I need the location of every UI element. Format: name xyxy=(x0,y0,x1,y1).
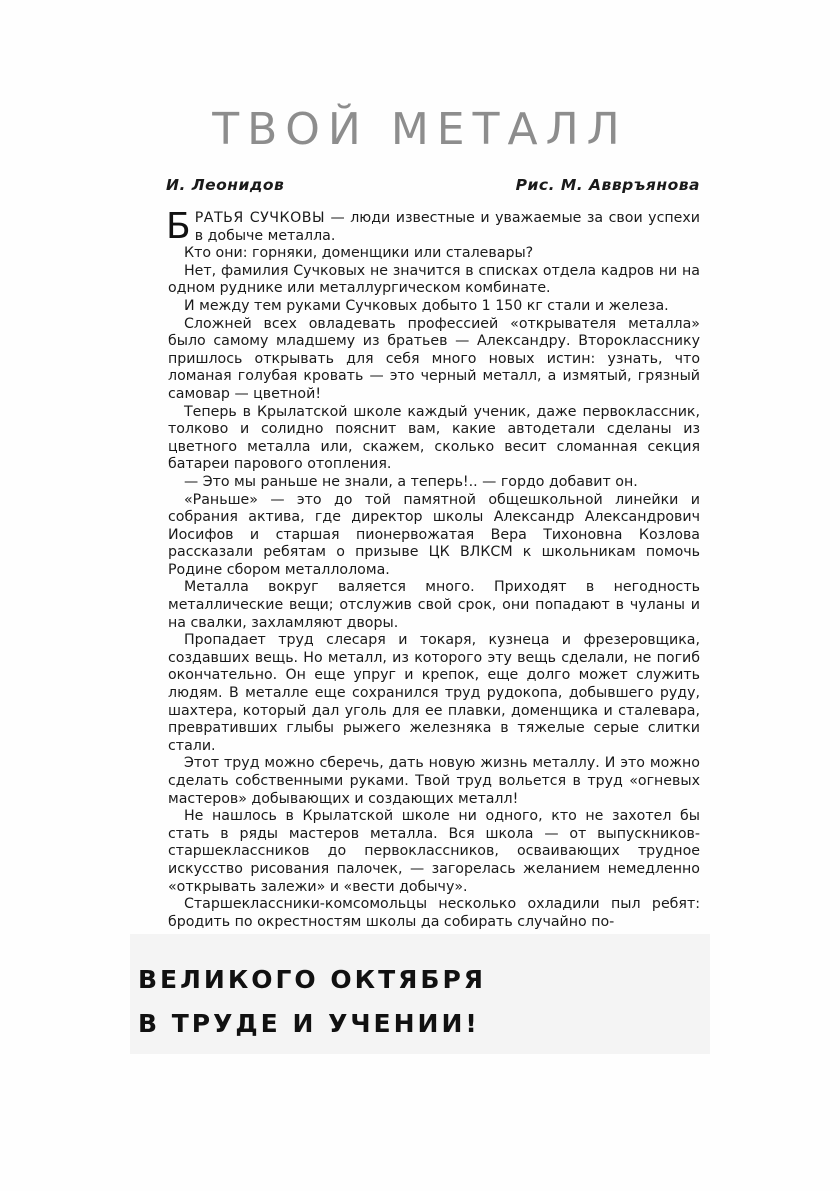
lead-paragraph xyxy=(166,206,701,247)
slogan-line-2: В ТРУДЕ И УЧЕНИИ! xyxy=(138,1009,480,1038)
paragraph: Нет, фамилия Сучковых не значится в списках отдела кадров ни на одном руднике или металлургическом комбинате. xyxy=(168,262,700,297)
paragraph: Старшеклассники-комсомольцы несколько охладили пыл ребят: бродить по окрестностям школы да собирать случайно по- xyxy=(168,896,700,930)
lead-text: — люди известные и уважаемые за свои успехи в добыче металла. xyxy=(194,210,701,244)
paragraph: Пропадает труд слесаря и токаря, кузнеца и фрезеровщика, создавших вещь. Но металл, из которого эту вещь сделали, не погиб окончательно. Он еще упруг и крепок, еще долго может служить людям. В металле еще сохранился труд рудокопа, добывшего руду, шахтера, который дал уголь для ее плавки, доменщика и сталевара, превративших глыбы рыжего железняка в тяжелые серые слитки стали. xyxy=(168,632,700,754)
slogan-line-1: ВЕЛИКОГО ОКТЯБРЯ xyxy=(138,965,487,994)
illustrator-byline: Рис. М. Аввръянова xyxy=(515,176,700,194)
drop-cap: Б xyxy=(166,206,191,247)
paragraph: Этот труд можно сберечь, дать новую жизнь металлу. И это можно сделать собственными руками. Твой труд вольется в труд «огневых мастеров» добывающих и создающих металл! xyxy=(168,755,700,807)
article-body xyxy=(166,206,701,931)
paragraph: Не нашлось в Крылатской школе ни одного, кто не захотел бы стать в ряды мастеров металла. Вся школа — от выпускников-старшеклассников до первоклассников, осваивающих трудное искусство рисования палочек, — загорелась желанием немедленно «открывать залежи» и «вести добычу». xyxy=(168,808,700,895)
paragraph: Металла вокруг валяется много. Приходят в негодность металлические вещи; отслужив свой срок, они попадают в чуланы и на свалки, захламляют дворы. xyxy=(168,579,700,631)
article-title: ТВОЙ МЕТАЛЛ xyxy=(212,104,628,155)
slogan-banner xyxy=(138,958,486,1046)
paragraph: Сложней всех овладевать профессией «открывателя металла» было самому младшему из братьев — Александру. Второкласснику пришлось открывать для себя много новых истин: узнать, что ломаная голубая кровать — это черный металл, а измятый, грязный самовар — цветной! xyxy=(168,315,700,402)
paragraph: И между тем руками Сучковых добыто 1 150 кг стали и железа. xyxy=(184,297,669,314)
paragraph: Кто они: горняки, доменщики или сталевары? xyxy=(184,245,534,262)
author-byline: И. Леонидов xyxy=(166,176,285,194)
paragraph: «Раньше» — это до той памятной общешкольной линейки и собрания актива, где директор школы Александр Александрович Иосифов и старшая пионервожатая Вера Тихоновна Козлова рассказали ребятам о призыве ЦК ВЛКСМ к школьникам помочь Родине сбором металлолома. xyxy=(168,491,700,578)
paragraph: Теперь в Крылатской школе каждый ученик, даже первоклассник, толково и солидно пояснит вам, какие автодетали сделаны из цветного металла или, скажем, сколько весит сломанная секция батареи парового отопления. xyxy=(168,403,700,473)
lead-caps: РАТЬЯ СУЧКОВЫ xyxy=(194,210,325,226)
paragraph: — Это мы раньше не знали, а теперь!.. — гордо добавит он. xyxy=(184,473,638,490)
